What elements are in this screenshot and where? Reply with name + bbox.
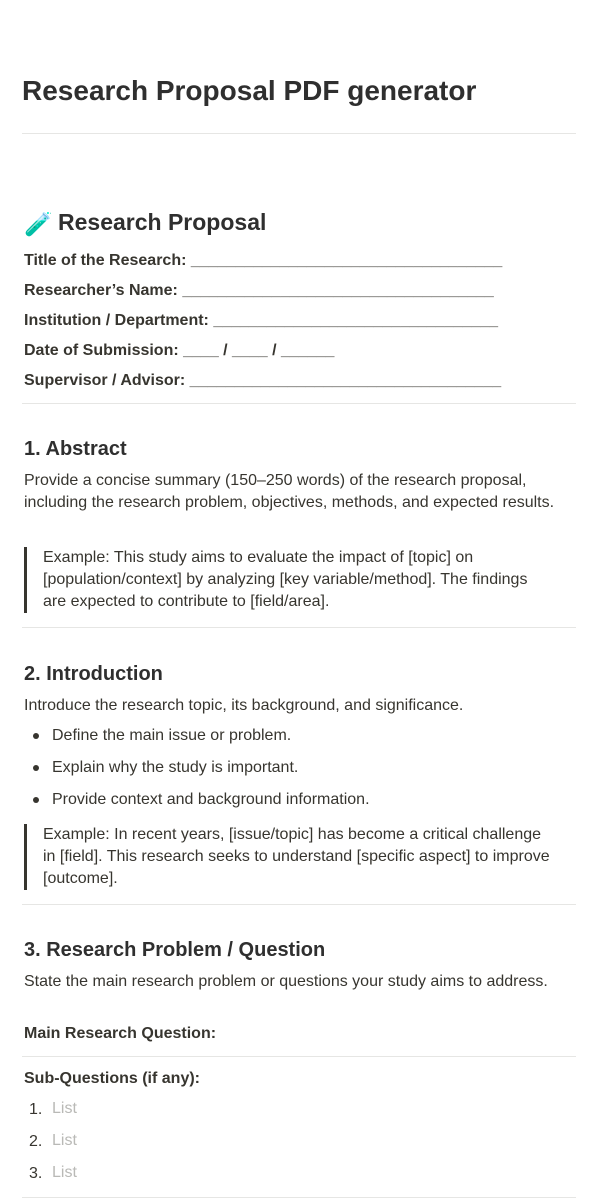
section-divider	[22, 904, 576, 905]
list-item-placeholder[interactable]: List	[52, 1164, 77, 1181]
sub-questions-label: Sub-Questions (if any):	[24, 1070, 200, 1087]
field-supervisor[interactable]: Supervisor / Advisor: ___________________________________	[24, 372, 502, 389]
bullet-icon	[33, 797, 39, 803]
field-institution[interactable]: Institution / Department: ________________________________	[24, 312, 499, 329]
field-research-title[interactable]: Title of the Research: ___________________________________	[24, 252, 503, 269]
test-tube-icon: 🧪	[24, 211, 53, 237]
introduction-heading: 2. Introduction	[24, 663, 163, 685]
list-item-placeholder[interactable]: List	[52, 1132, 77, 1149]
list-item: Define the main issue or problem.	[24, 725, 569, 757]
document-title-text: Research Proposal	[58, 209, 267, 235]
bullet-icon	[33, 733, 39, 739]
page-title: Research Proposal PDF generator	[22, 75, 477, 106]
list-item-placeholder[interactable]: List	[52, 1100, 77, 1117]
list-item: Provide context and background information.	[24, 789, 569, 821]
introduction-example-quote: Example: In recent years, [issue/topic] has become a critical challenge in [field]. This research seeks to understand [specific aspect] to improve [outcome].	[24, 824, 554, 890]
field-researcher-name[interactable]: Researcher’s Name: ___________________________________	[24, 282, 494, 299]
list-item[interactable]: 2. List	[29, 1132, 77, 1150]
bullet-icon	[33, 765, 39, 771]
list-item[interactable]: 1. List	[29, 1100, 77, 1118]
abstract-heading: 1. Abstract	[24, 438, 127, 460]
section-divider	[22, 403, 576, 404]
section-divider	[22, 1197, 576, 1198]
introduction-bullet-list	[24, 725, 569, 821]
title-divider	[22, 133, 576, 134]
abstract-example-quote: Example: This study aims to evaluate the impact of [topic] on [population/context] by analyzing [key variable/method]. The findings are expected to contribute to [field/area].	[24, 547, 554, 613]
introduction-description: Introduce the research topic, its background, and significance.	[24, 697, 464, 714]
list-item[interactable]: 3. List	[29, 1164, 77, 1182]
main-question-label[interactable]: Main Research Question:	[24, 1025, 217, 1042]
research-problem-heading: 3. Research Problem / Question	[24, 939, 326, 961]
section-divider	[22, 627, 576, 628]
sub-questions-list	[24, 1098, 569, 1194]
research-problem-description: State the main research problem or questions your study aims to address.	[24, 973, 548, 990]
section-divider	[22, 1056, 576, 1057]
document-title	[24, 205, 266, 241]
list-item: Explain why the study is important.	[24, 757, 569, 789]
abstract-description: Provide a concise summary (150–250 words) of the research proposal, including the research problem, objectives, methods, and expected results.	[24, 472, 555, 511]
field-submission-date[interactable]: Date of Submission: ____ / ____ / ______	[24, 342, 335, 359]
